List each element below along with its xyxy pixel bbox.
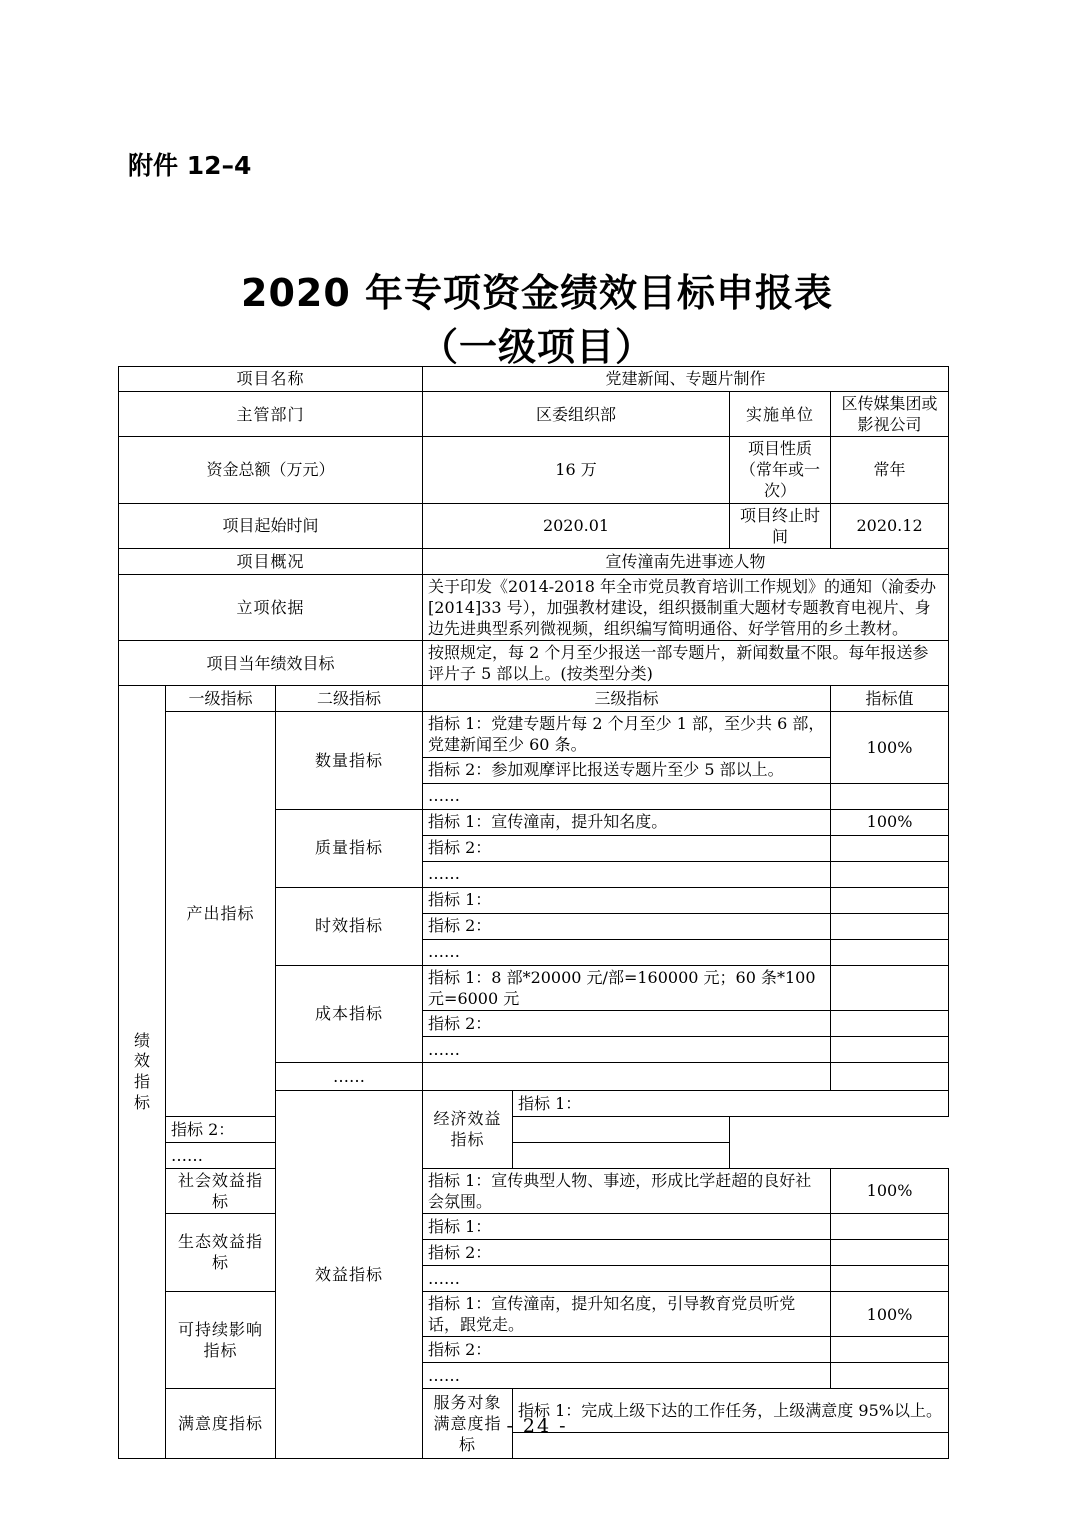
timeliness-indicator-label: 时效指标 [276, 887, 423, 965]
cost-item-1: 指标 1：8 部*20000 元/部=160000 元；60 条*100 元=6000 元 [423, 965, 831, 1010]
economic-indicator-label: 经济效益指标 [423, 1090, 513, 1168]
impl-value: 区传媒集团或影视公司 [831, 392, 949, 437]
start-value: 2020.01 [423, 503, 730, 548]
empty-cell [831, 1036, 949, 1062]
empty-cell [513, 1142, 730, 1168]
row-overview [119, 548, 949, 574]
quality-indicator-label: 质量指标 [276, 809, 423, 887]
attachment-label: 附件 12–4 [128, 151, 252, 180]
empty-cell [831, 1213, 949, 1239]
cost-ellipsis: …… [423, 1036, 831, 1062]
dept-label: 主管部门 [119, 392, 423, 437]
empty-cell [831, 913, 949, 939]
end-value: 2020.12 [831, 503, 949, 548]
sustain-ellipsis: …… [423, 1363, 831, 1389]
empty-cell [831, 783, 949, 809]
empty-cell [831, 1265, 949, 1291]
social-indicator-label: 社会效益指标 [166, 1168, 276, 1213]
quantity-ellipsis: …… [423, 783, 831, 809]
side-label-performance: 绩 效 指 标 [119, 686, 166, 1459]
basis-value: 关于印发《2014-2018 年全市党员教育培训工作规划》的通知（渝委办[2014]33 号），加强教材建设，组织摄制重大题材专题教育电视片、身边先进典型系列微视频，组织编写简明通俗、好学管用的乡土教材。 [423, 574, 949, 640]
overview-label: 项目概况 [119, 548, 423, 574]
goal-value: 按照规定，每 2 个月至少报送一部专题片，新闻数量不限。每年报送参评片子 5 部以上。(按类型分类) [423, 641, 949, 686]
table-row [119, 1213, 949, 1239]
goal-label: 项目当年绩效目标 [119, 641, 423, 686]
sustain-item-1: 指标 1：宣传潼南，提升知名度，引导教育党员听党话，跟党走。 [423, 1291, 831, 1336]
row-basis [119, 574, 949, 640]
quantity-item-1: 指标 1：党建专题片每 2 个月至少 1 部，至少共 6 部，党建新闻至少 60 条。 [423, 712, 831, 757]
empty-cell [831, 1363, 949, 1389]
eco-indicator-label: 生态效益指标 [166, 1213, 276, 1291]
eco-ellipsis: …… [423, 1265, 831, 1291]
table-row [119, 1142, 949, 1168]
empty-cell [831, 1239, 949, 1265]
cost-indicator-label: 成本指标 [276, 965, 423, 1062]
row-goal [119, 641, 949, 686]
end-label: 项目终止时间 [730, 503, 831, 548]
overview-value: 宣传潼南先进事迹人物 [423, 548, 949, 574]
fund-label: 资金总额（万元） [119, 437, 423, 503]
header-value: 指标值 [831, 686, 949, 712]
row-department [119, 392, 949, 437]
sustain-value: 100% [831, 1291, 949, 1336]
sustain-item-2: 指标 2： [423, 1337, 831, 1363]
quality-value: 100% [831, 809, 949, 835]
empty-cell [423, 1062, 831, 1090]
empty-cell [831, 939, 949, 965]
empty-cell [831, 835, 949, 861]
table-row [119, 1116, 949, 1142]
empty-cell [513, 1116, 730, 1142]
quality-item-2: 指标 2： [423, 835, 831, 861]
row-dates [119, 503, 949, 548]
economic-item-2: 指标 2： [166, 1116, 513, 1142]
row-fund [119, 437, 949, 503]
quantity-item-2: 指标 2：参加观摩评比报送专题片至少 5 部以上。 [423, 757, 831, 783]
empty-cell [831, 965, 949, 1010]
eco-item-1: 指标 1： [423, 1213, 831, 1239]
nature-value: 常年 [831, 437, 949, 503]
social-item-1: 指标 1：宣传典型人物、事迹，形成比学赶超的良好社会氛围。 [423, 1168, 831, 1213]
row-project-name [119, 367, 949, 392]
empty-cell [831, 1337, 949, 1363]
header-level1: 一级指标 [166, 686, 276, 712]
page-subtitle: （一级项目） [419, 325, 654, 369]
fund-value: 16 万 [423, 437, 730, 503]
eco-item-2: 指标 2： [423, 1239, 831, 1265]
row-indicator-header [119, 686, 949, 712]
dept-value: 区委组织部 [423, 392, 730, 437]
quality-item-1: 指标 1：宣传潼南，提升知名度。 [423, 809, 831, 835]
empty-cell [831, 887, 949, 913]
service-indicator-label: 服务对象满意度指标 [423, 1389, 513, 1459]
satisfaction-indicator-label: 满意度指标 [166, 1389, 276, 1459]
quantity-indicator-label: 数量指标 [276, 712, 423, 809]
page-number: - 24 - [506, 1415, 568, 1437]
timeliness-item-2: 指标 2： [423, 913, 831, 939]
timeliness-item-1: 指标 1： [423, 887, 831, 913]
output-ellipsis: …… [276, 1062, 423, 1090]
page-title: 2020 年专项资金绩效目标申报表 [241, 271, 833, 315]
social-value: 100% [831, 1168, 949, 1213]
table-row [119, 1168, 949, 1213]
empty-cell [831, 1062, 949, 1090]
quality-ellipsis: …… [423, 861, 831, 887]
cost-item-2: 指标 2： [423, 1010, 831, 1036]
nature-label: 项目性质（常年或一次） [730, 437, 831, 503]
sustain-indicator-label: 可持续影响指标 [166, 1291, 276, 1388]
quantity-value: 100% [831, 712, 949, 783]
service-item-1: 指标 1：完成上级下达的工作任务，上级满意度 95%以上。 [513, 1389, 949, 1433]
economic-ellipsis: …… [166, 1142, 513, 1168]
performance-target-table [118, 366, 949, 1459]
timeliness-ellipsis: …… [423, 939, 831, 965]
project-name-label: 项目名称 [119, 367, 423, 392]
impl-label: 实施单位 [730, 392, 831, 437]
start-label: 项目起始时间 [119, 503, 423, 548]
output-indicator-label: 产出指标 [166, 712, 276, 1116]
table-row [119, 712, 949, 757]
empty-cell [831, 1010, 949, 1036]
project-name-value: 党建新闻、专题片制作 [423, 367, 949, 392]
basis-label: 立项依据 [119, 574, 423, 640]
header-level2: 二级指标 [276, 686, 423, 712]
empty-cell [831, 861, 949, 887]
economic-item-1: 指标 1： [513, 1090, 949, 1116]
table-row [119, 1291, 949, 1336]
benefit-indicator-label: 效益指标 [276, 1090, 423, 1458]
header-level3: 三级指标 [423, 686, 831, 712]
